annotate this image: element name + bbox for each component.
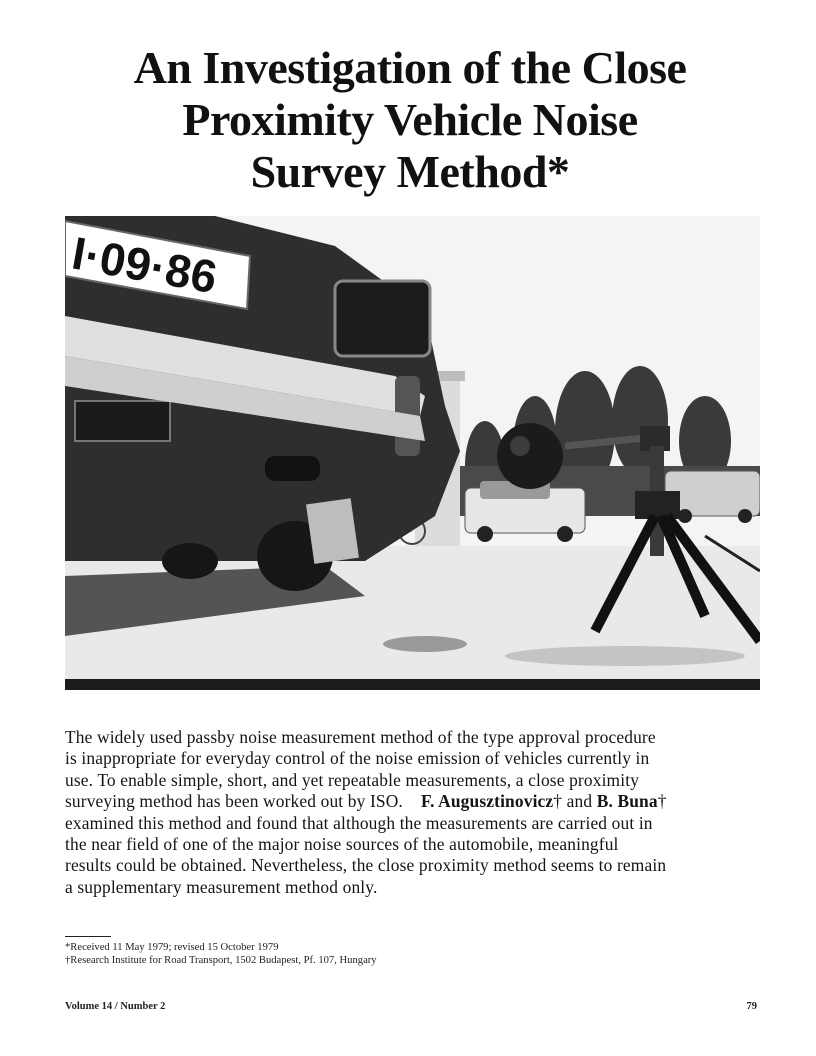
dagger-mark: † <box>553 791 563 812</box>
footnotes <box>65 941 665 967</box>
abstract <box>65 727 765 898</box>
footnote-received: *Received 11 May 1979; revised 15 October 1979 <box>65 942 279 953</box>
and-word: and <box>566 791 593 812</box>
volume-number: Volume 14 / Number 2 <box>65 1001 166 1012</box>
abstract-line-5: examined this method and found that although the measurements are carried out in <box>65 812 653 833</box>
page-number: 79 <box>746 1001 757 1012</box>
abstract-line-4 <box>65 791 765 812</box>
license-plate-text: I·09·86 <box>68 226 221 304</box>
author-augusztinovicz: F. Augusztinovicz <box>420 791 554 812</box>
article-title <box>60 42 760 198</box>
abstract-line-6: the near field of one of the major noise sources of the automobile, meaningful <box>65 834 619 855</box>
author-buna: B. Buna <box>596 791 658 812</box>
abstract-line-4-text: surveying method has been worked out by ISO. <box>65 791 403 812</box>
abstract-line-8: a supplementary measurement method only. <box>65 876 378 897</box>
abstract-line-7: results could be obtained. Nevertheless, the close proximity method seems to remain <box>65 855 667 876</box>
footnote-affiliation: †Research Institute for Road Transport, 1502 Budapest, Pf. 107, Hungary <box>65 955 377 966</box>
article-photo <box>65 216 760 690</box>
abstract-line-3: use. To enable simple, short, and yet repeatable measurements, a close proximity <box>65 769 640 790</box>
abstract-line-1: The widely used passby noise measurement method of the type approval procedure <box>65 727 656 747</box>
title-line-3: Survey Method* <box>250 146 570 197</box>
footnote-divider <box>65 936 111 937</box>
abstract-line-2: is inappropriate for everyday control of the noise emission of vehicles currently in <box>65 748 650 769</box>
title-line-1: An Investigation of the Close <box>133 42 687 93</box>
title-line-2: Proximity Vehicle Noise <box>182 94 638 145</box>
dagger-mark: † <box>657 791 667 812</box>
